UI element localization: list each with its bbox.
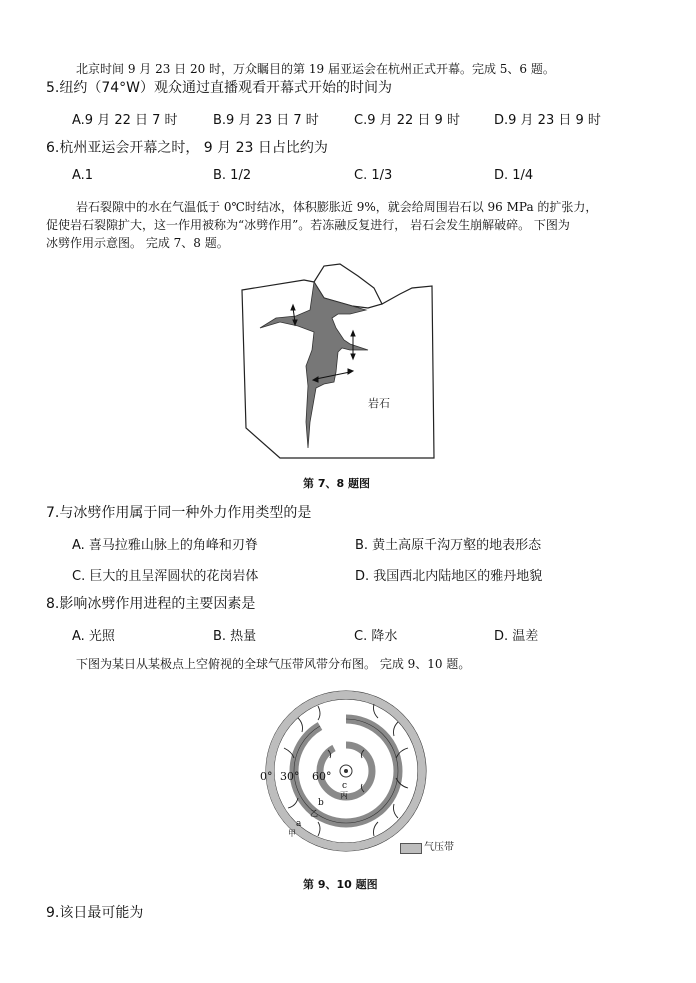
figure-9-10-caption: 第 9、10 题图 (303, 878, 378, 891)
rock-label: 岩石 (368, 397, 390, 410)
question-7-stem: 7.与冰劈作用属于同一种外力作用类型的是 (46, 505, 312, 521)
question-9-stem: 9.该日最可能为 (46, 905, 144, 921)
label-0-deg: 0° (260, 770, 273, 783)
intro-7-8-line3: 冰劈作用示意图。 完成 7、8 题。 (46, 236, 229, 250)
label-60-deg: 60° (312, 770, 332, 783)
q8-option-c[interactable]: C. 降水 (354, 629, 398, 644)
q7-option-b[interactable]: B. 黄土高原千沟万壑的地表形态 (355, 538, 542, 553)
intro-5-6: 北京时间 9 月 23 日 20 时，万众瞩目的第 19 届亚运会在杭州正式开幕。完成 5、6 题。 (76, 62, 555, 76)
label-bing: 丙 (340, 791, 348, 800)
q6-option-d[interactable]: D. 1/4 (494, 168, 534, 183)
q8-option-b[interactable]: B. 热量 (213, 629, 257, 644)
figure-7-8-caption: 第 7、8 题图 (303, 477, 370, 490)
question-6-stem: 6.杭州亚运会开幕之时， 9 月 23 日占比约为 (46, 140, 328, 156)
label-c: c (342, 781, 348, 791)
q6-option-a[interactable]: A.1 (72, 168, 94, 183)
legend-label: 气压带 (424, 842, 454, 853)
ice-wedging-figure (240, 262, 440, 462)
label-a: a (296, 819, 302, 829)
question-8-stem: 8.影响冰劈作用进程的主要因素是 (46, 596, 256, 612)
intro-9-10: 下图为某日从某极点上空俯视的全球气压带风带分布图。 完成 9、10 题。 (76, 657, 471, 671)
q6-option-b[interactable]: B. 1/2 (213, 168, 252, 183)
intro-7-8-line1: 岩石裂隙中的水在气温低于 0℃时结冰，体积膨胀近 9%，就会给周围岩石以 96 MPa 的扩张力， (76, 200, 598, 214)
q5-option-b[interactable]: B.9 月 23 日 7 时 (213, 113, 319, 128)
intro-7-8-line2: 促使岩石裂隙扩大，这一作用被称为“冰劈作用”。若冻融反复进行， 岩石会发生崩解破碎。 下图为 (46, 218, 570, 232)
q7-option-d[interactable]: D. 我国西北内陆地区的雅丹地貌 (355, 569, 543, 584)
q5-option-d[interactable]: D.9 月 23 日 9 时 (494, 113, 601, 128)
label-30-deg: 30° (280, 770, 300, 783)
label-yi: 乙 (310, 809, 318, 818)
q5-option-c[interactable]: C.9 月 22 日 9 时 (354, 113, 460, 128)
q8-option-d[interactable]: D. 温差 (494, 629, 539, 644)
legend-swatch (400, 843, 422, 854)
q5-option-a[interactable]: A.9 月 22 日 7 时 (72, 113, 178, 128)
label-jia: 甲 (288, 829, 296, 838)
label-b: b (318, 798, 324, 808)
q7-option-a[interactable]: A. 喜马拉雅山脉上的角峰和刃脊 (72, 538, 258, 553)
q6-option-c[interactable]: C. 1/3 (354, 168, 393, 183)
q7-option-c[interactable]: C. 巨大的且呈浑圆状的花岗岩体 (72, 569, 259, 584)
q8-option-a[interactable]: A. 光照 (72, 629, 115, 644)
pressure-wind-belts-figure (258, 688, 458, 860)
question-5-stem: 5.纽约（74°W）观众通过直播观看开幕式开始的时间为 (46, 80, 393, 96)
